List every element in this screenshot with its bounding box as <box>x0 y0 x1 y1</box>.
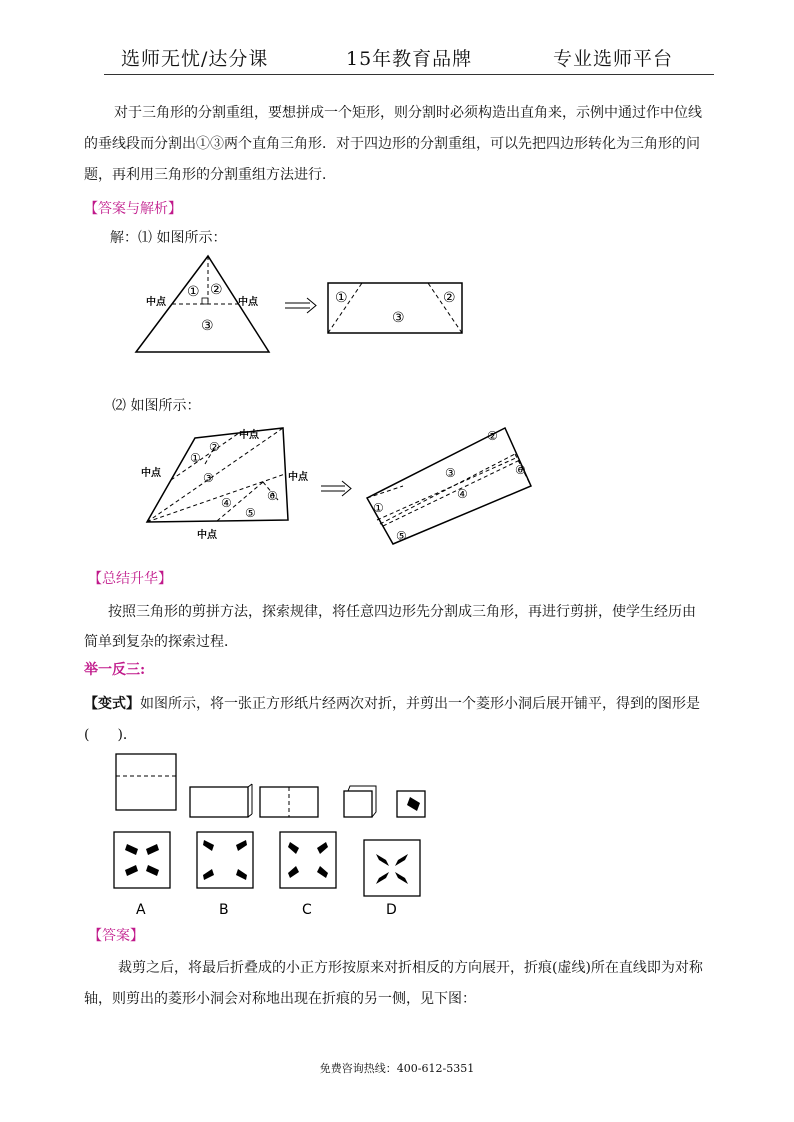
fig1-label-3: ③ <box>201 318 214 334</box>
option-a-label: A <box>136 902 146 918</box>
header-right: 专业选师平台 <box>553 48 674 70</box>
fig2-label-4: ④ <box>221 496 232 510</box>
fig2-rect-label-3: ③ <box>445 466 456 480</box>
header-rule <box>104 74 714 75</box>
fig1-midpoint-right: 中点 <box>238 297 258 308</box>
fig2-midpoint-top: 中点 <box>239 430 259 441</box>
intro-line-3: 题，再利用三角形的分割重组方法进行． <box>84 167 336 183</box>
variant-tag: 【变式】 <box>84 696 140 712</box>
fig1-arrow <box>285 298 316 313</box>
fig1-label-2: ② <box>210 282 223 298</box>
fig1-rect-label-2: ② <box>443 290 456 306</box>
fig2-rect-label-2: ② <box>487 429 498 443</box>
fig1-label-1: ① <box>187 284 200 300</box>
fig2-label-6: ⑥ <box>267 489 278 503</box>
variant-line-1 <box>84 689 706 720</box>
answer-line-2: 轴，则剪出的菱形小洞会对称地出现在折痕的另一侧，见下图： <box>84 991 476 1007</box>
answer-heading: 【答案】 <box>88 928 144 944</box>
footer-hotline: 免费咨询热线：400-612-5351 <box>319 1062 475 1075</box>
header-center: 15年教育品牌 <box>346 48 473 70</box>
solution-part2: ⑵ 如图所示： <box>112 398 201 414</box>
intro-line-2: 的垂线段而分割出①③两个直角三角形．对于四边形的分割重组，可以先把四边形转化为三角形的问 <box>84 136 700 152</box>
fig2-midpoint-bottom: 中点 <box>197 530 217 541</box>
fig2-rect-label-1: ① <box>373 501 384 515</box>
fig2-midpoint-right: 中点 <box>288 472 308 483</box>
practice-heading: 举一反三: <box>84 662 146 678</box>
figure-folding-sequence <box>110 752 440 822</box>
fig2-rect-label-4: ④ <box>457 487 468 501</box>
header-left: 选师无忧/达分课 <box>121 48 269 70</box>
answer-line-1: 裁剪之后，将最后折叠成的小正方形按原来对折相反的方向展开，折痕(虚线)所在直线即为对称 <box>118 960 703 976</box>
fig1-midpoint-left: 中点 <box>146 297 166 308</box>
fig2-arrow <box>321 481 351 496</box>
option-d-label: D <box>386 902 397 918</box>
figure-triangle-dissection <box>130 250 480 360</box>
fig2-label-3: ③ <box>203 471 214 485</box>
summary-line-2: 简单到复杂的探索过程． <box>84 634 238 650</box>
fig2-label-5: ⑤ <box>245 506 256 520</box>
summary-line-1: 按照三角形的剪拼方法，探索规律，将任意四边形先分割成三角形，再进行剪拼，使学生经历由 <box>108 604 696 620</box>
option-d-square <box>364 840 420 896</box>
fig2-label-1: ① <box>190 451 201 465</box>
figure-options <box>108 828 448 920</box>
variant-blank: ( )． <box>84 727 137 743</box>
option-a-square <box>114 832 170 888</box>
option-c-label: C <box>302 902 312 918</box>
figure-quadrilateral-dissection <box>135 420 555 555</box>
intro-line-1: 对于三角形的分割重组，要想拼成一个矩形，则分割时必须构造出直角来，示例中通过作中位线 <box>114 105 702 121</box>
fig2-rect-label-6: ⑥ <box>515 463 526 477</box>
variant-text: 如图所示，将一张正方形纸片经两次对折，并剪出一个菱形小洞后展开铺平，得到的图形是 <box>140 696 700 712</box>
option-b-label: B <box>219 902 229 918</box>
fig2-label-2: ② <box>209 440 220 454</box>
fig1-rect-label-3: ③ <box>392 310 405 326</box>
answer-analysis-heading: 【答案与解析】 <box>84 201 182 217</box>
fig1-rect-label-1: ① <box>335 290 348 306</box>
solution-part1: 解：⑴ 如图所示： <box>110 230 227 246</box>
summary-heading: 【总结升华】 <box>88 571 172 587</box>
fig2-rect-label-5: ⑤ <box>396 529 407 543</box>
option-c-square <box>280 832 336 888</box>
fig2-midpoint-left: 中点 <box>141 468 161 479</box>
option-b-square <box>197 832 253 888</box>
